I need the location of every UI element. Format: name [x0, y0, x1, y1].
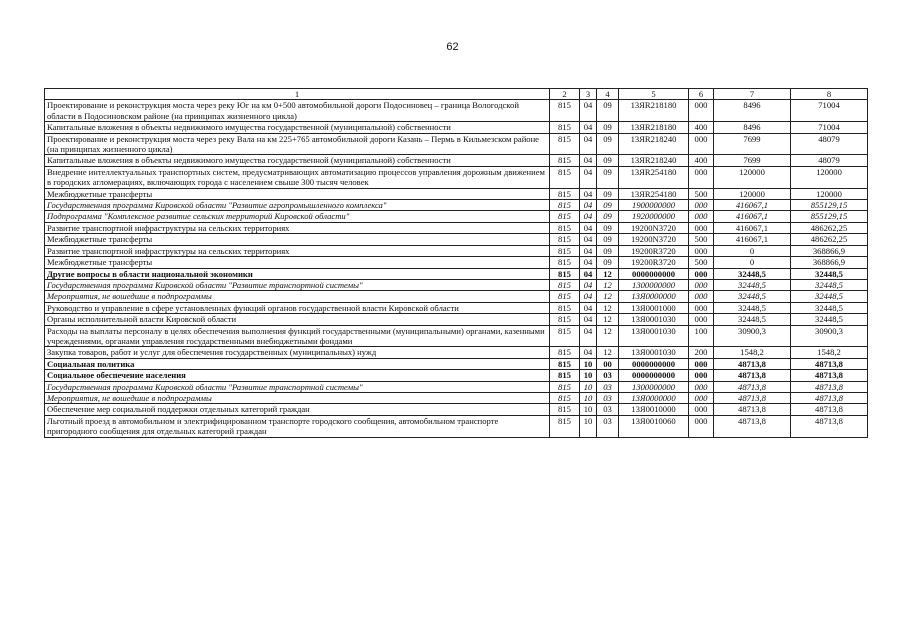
- table-row: [45, 268, 868, 279]
- table-row: [45, 381, 868, 392]
- column-header: 3: [580, 89, 597, 100]
- admin-code: 815: [550, 222, 580, 233]
- row-name: Межбюджетные трансферты: [45, 257, 550, 268]
- target-article: 13ЯR254180: [619, 166, 689, 188]
- expense-type: 000: [689, 245, 714, 256]
- target-article: 13ЯR218180: [619, 122, 689, 133]
- amount-year-2: 71004: [791, 122, 868, 133]
- expense-type: 000: [689, 302, 714, 313]
- amount-year-2: 32448,5: [791, 314, 868, 325]
- subsection-code: 09: [597, 200, 619, 211]
- amount-year-1: 48713,8: [714, 392, 791, 403]
- section-code: 04: [580, 100, 597, 122]
- table-row: [45, 347, 868, 358]
- table-row: [45, 325, 868, 347]
- expense-type: 000: [689, 291, 714, 302]
- expense-type: 000: [689, 381, 714, 392]
- amount-year-1: 48713,8: [714, 381, 791, 392]
- amount-year-1: 1548,2: [714, 347, 791, 358]
- column-header: 8: [791, 89, 868, 100]
- table-row: [45, 415, 868, 437]
- subsection-code: 03: [597, 370, 619, 381]
- admin-code: 815: [550, 279, 580, 290]
- admin-code: 815: [550, 302, 580, 313]
- row-name: Социальная политика: [45, 358, 550, 369]
- amount-year-1: 48713,8: [714, 358, 791, 369]
- table-row: [45, 100, 868, 122]
- amount-year-1: 32448,5: [714, 279, 791, 290]
- table-row: [45, 133, 868, 155]
- section-code: 10: [580, 358, 597, 369]
- row-name: Мероприятия, не вошедшие в подпрограммы: [45, 392, 550, 403]
- page-number: 62: [446, 41, 459, 53]
- section-code: 04: [580, 122, 597, 133]
- expense-type: 000: [689, 268, 714, 279]
- amount-year-2: 48079: [791, 155, 868, 166]
- expense-type: 000: [689, 370, 714, 381]
- subsection-code: 12: [597, 302, 619, 313]
- subsection-code: 00: [597, 358, 619, 369]
- row-name: Проектирование и реконструкция моста через реку Юг на км 0+500 автомобильной дороги Подосиновец – граница Вологодской области в Подосиновском районе (на принципах жизненного цикла): [45, 100, 550, 122]
- amount-year-2: 48079: [791, 133, 868, 155]
- target-article: 0000000000: [619, 370, 689, 381]
- section-code: 04: [580, 257, 597, 268]
- admin-code: 815: [550, 268, 580, 279]
- column-header: 4: [597, 89, 619, 100]
- amount-year-2: 368866,9: [791, 245, 868, 256]
- target-article: 13Я0010000: [619, 404, 689, 415]
- row-name: Развитие транспортной инфраструктуры на сельских территориях: [45, 222, 550, 233]
- admin-code: 815: [550, 188, 580, 199]
- amount-year-2: 48713,8: [791, 381, 868, 392]
- table-row: [45, 188, 868, 199]
- subsection-code: 12: [597, 347, 619, 358]
- target-article: 1300000000: [619, 279, 689, 290]
- amount-year-2: 48713,8: [791, 415, 868, 437]
- amount-year-1: 32448,5: [714, 268, 791, 279]
- section-code: 04: [580, 200, 597, 211]
- amount-year-2: 855129,15: [791, 211, 868, 222]
- row-name: Государственная программа Кировской области "Развитие агропромышленного комплекса": [45, 200, 550, 211]
- target-article: 13Я0000000: [619, 392, 689, 403]
- table-row: [45, 257, 868, 268]
- expense-type: 000: [689, 392, 714, 403]
- row-name: Социальное обеспечение населения: [45, 370, 550, 381]
- admin-code: 815: [550, 291, 580, 302]
- row-name: Органы исполнительной власти Кировской области: [45, 314, 550, 325]
- section-code: 10: [580, 392, 597, 403]
- subsection-code: 12: [597, 268, 619, 279]
- target-article: 0000000000: [619, 268, 689, 279]
- amount-year-1: 416067,1: [714, 200, 791, 211]
- subsection-code: 09: [597, 257, 619, 268]
- table-row: [45, 122, 868, 133]
- table-row: [45, 358, 868, 369]
- amount-year-1: 416067,1: [714, 211, 791, 222]
- admin-code: 815: [550, 392, 580, 403]
- table-row: [45, 404, 868, 415]
- amount-year-1: 30900,3: [714, 325, 791, 347]
- amount-year-1: 32448,5: [714, 314, 791, 325]
- admin-code: 815: [550, 325, 580, 347]
- target-article: 1300000000: [619, 381, 689, 392]
- target-article: 13ЯR218240: [619, 155, 689, 166]
- expense-type: 500: [689, 257, 714, 268]
- table-body: [45, 100, 868, 437]
- table-row: [45, 302, 868, 313]
- column-header: 5: [619, 89, 689, 100]
- amount-year-1: 32448,5: [714, 302, 791, 313]
- amount-year-1: 48713,8: [714, 404, 791, 415]
- row-name: Государственная программа Кировской области "Развитие транспортной системы": [45, 279, 550, 290]
- expense-type: 500: [689, 188, 714, 199]
- expense-type: 000: [689, 100, 714, 122]
- amount-year-2: 32448,5: [791, 279, 868, 290]
- subsection-code: 12: [597, 325, 619, 347]
- target-article: 19200N3720: [619, 222, 689, 233]
- amount-year-2: 30900,3: [791, 325, 868, 347]
- section-code: 04: [580, 188, 597, 199]
- target-article: 19200R3720: [619, 245, 689, 256]
- amount-year-1: 32448,5: [714, 291, 791, 302]
- expense-type: 500: [689, 234, 714, 245]
- admin-code: 815: [550, 415, 580, 437]
- admin-code: 815: [550, 200, 580, 211]
- section-code: 04: [580, 314, 597, 325]
- section-code: 04: [580, 291, 597, 302]
- target-article: 0000000000: [619, 358, 689, 369]
- expense-type: 200: [689, 347, 714, 358]
- admin-code: 815: [550, 257, 580, 268]
- table-row: [45, 314, 868, 325]
- amount-year-1: 0: [714, 245, 791, 256]
- row-name: Закупка товаров, работ и услуг для обеспечения государственных (муниципальных) нужд: [45, 347, 550, 358]
- row-name: Развитие транспортной инфраструктуры на сельских территориях: [45, 245, 550, 256]
- section-code: 10: [580, 415, 597, 437]
- table-row: [45, 234, 868, 245]
- admin-code: 815: [550, 133, 580, 155]
- admin-code: 815: [550, 381, 580, 392]
- subsection-code: 09: [597, 222, 619, 233]
- amount-year-2: 1548,2: [791, 347, 868, 358]
- row-name: Капитальные вложения в объекты недвижимого имущества государственной (муниципальной) собственности: [45, 155, 550, 166]
- target-article: 13Я0001000: [619, 302, 689, 313]
- section-code: 04: [580, 211, 597, 222]
- amount-year-1: 7699: [714, 155, 791, 166]
- subsection-code: 09: [597, 188, 619, 199]
- admin-code: 815: [550, 314, 580, 325]
- column-header: 1: [45, 89, 550, 100]
- target-article: 13ЯR254180: [619, 188, 689, 199]
- amount-year-2: 486262,25: [791, 222, 868, 233]
- row-name: Руководство и управление в сфере установленных функций органов государственной власти Кировской области: [45, 302, 550, 313]
- expense-type: 000: [689, 314, 714, 325]
- budget-table: [44, 88, 868, 438]
- amount-year-2: 71004: [791, 100, 868, 122]
- subsection-code: 09: [597, 155, 619, 166]
- section-code: 10: [580, 381, 597, 392]
- admin-code: 815: [550, 245, 580, 256]
- subsection-code: 12: [597, 314, 619, 325]
- amount-year-1: 120000: [714, 166, 791, 188]
- amount-year-2: 486262,25: [791, 234, 868, 245]
- expense-type: 100: [689, 325, 714, 347]
- table-row: [45, 200, 868, 211]
- subsection-code: 09: [597, 245, 619, 256]
- section-code: 04: [580, 347, 597, 358]
- column-header: 7: [714, 89, 791, 100]
- subsection-code: 09: [597, 234, 619, 245]
- subsection-code: 12: [597, 291, 619, 302]
- table-row: [45, 245, 868, 256]
- subsection-code: 09: [597, 211, 619, 222]
- section-code: 04: [580, 245, 597, 256]
- amount-year-2: 855129,15: [791, 200, 868, 211]
- row-name: Внедрение интеллектуальных транспортных систем, предусматривающих автоматизацию процессов управления дорожным движением в городских агломерациях, включающих города с населением свыше 300 тысяч человек: [45, 166, 550, 188]
- target-article: 13Я0001030: [619, 347, 689, 358]
- amount-year-1: 416067,1: [714, 222, 791, 233]
- subsection-code: 03: [597, 404, 619, 415]
- amount-year-1: 7699: [714, 133, 791, 155]
- admin-code: 815: [550, 166, 580, 188]
- section-code: 04: [580, 166, 597, 188]
- target-article: 13Я0010060: [619, 415, 689, 437]
- target-article: 13Я0001030: [619, 325, 689, 347]
- admin-code: 815: [550, 358, 580, 369]
- amount-year-2: 32448,5: [791, 291, 868, 302]
- expense-type: 400: [689, 155, 714, 166]
- amount-year-2: 48713,8: [791, 370, 868, 381]
- amount-year-2: 32448,5: [791, 268, 868, 279]
- row-name: Обеспечение мер социальной поддержки отдельных категорий граждан: [45, 404, 550, 415]
- table-row: [45, 211, 868, 222]
- admin-code: 815: [550, 122, 580, 133]
- expense-type: 000: [689, 211, 714, 222]
- target-article: 19200R3720: [619, 257, 689, 268]
- expense-type: 000: [689, 200, 714, 211]
- expense-type: 000: [689, 279, 714, 290]
- subsection-code: 09: [597, 122, 619, 133]
- expense-type: 400: [689, 122, 714, 133]
- target-article: 1900000000: [619, 200, 689, 211]
- column-header: 6: [689, 89, 714, 100]
- admin-code: 815: [550, 404, 580, 415]
- table-row: [45, 392, 868, 403]
- table-row: [45, 222, 868, 233]
- expense-type: 000: [689, 133, 714, 155]
- section-code: 04: [580, 279, 597, 290]
- amount-year-1: 416067,1: [714, 234, 791, 245]
- expense-type: 000: [689, 404, 714, 415]
- section-code: 04: [580, 302, 597, 313]
- amount-year-2: 48713,8: [791, 404, 868, 415]
- amount-year-1: 48713,8: [714, 415, 791, 437]
- expense-type: 000: [689, 358, 714, 369]
- target-article: 13Я0001030: [619, 314, 689, 325]
- admin-code: 815: [550, 100, 580, 122]
- admin-code: 815: [550, 211, 580, 222]
- amount-year-2: 120000: [791, 188, 868, 199]
- subsection-code: 12: [597, 279, 619, 290]
- section-code: 04: [580, 325, 597, 347]
- row-name: Государственная программа Кировской области "Развитие транспортной системы": [45, 381, 550, 392]
- subsection-code: 03: [597, 381, 619, 392]
- section-code: 04: [580, 133, 597, 155]
- row-name: Мероприятия, не вошедшие в подпрограммы: [45, 291, 550, 302]
- row-name: Проектирование и реконструкция моста через реку Вала на км 225+765 автомобильной дороги Казань – Пермь в Кильмезском районе (на принципах жизненного цикла): [45, 133, 550, 155]
- table-header: [45, 89, 868, 100]
- section-code: 10: [580, 404, 597, 415]
- table-row: [45, 166, 868, 188]
- section-code: 04: [580, 222, 597, 233]
- header-row: [45, 89, 868, 100]
- expense-type: 000: [689, 222, 714, 233]
- amount-year-1: 120000: [714, 188, 791, 199]
- subsection-code: 09: [597, 166, 619, 188]
- admin-code: 815: [550, 370, 580, 381]
- admin-code: 815: [550, 347, 580, 358]
- amount-year-2: 120000: [791, 166, 868, 188]
- amount-year-2: 368866,9: [791, 257, 868, 268]
- row-name: Расходы на выплаты персоналу в целях обеспечения выполнения функций государственными (муниципальными) органами, казенными учреждениями, органами управления государственными внебюджетными фондами: [45, 325, 550, 347]
- row-name: Льготный проезд в автомобильном и электрифицированном транспорте городского сообщения, автомобильном транспорте пригородного сообщения для отдельных категорий граждан: [45, 415, 550, 437]
- subsection-code: 03: [597, 415, 619, 437]
- section-code: 10: [580, 370, 597, 381]
- target-article: 1920000000: [619, 211, 689, 222]
- section-code: 04: [580, 155, 597, 166]
- target-article: 13Я0000000: [619, 291, 689, 302]
- subsection-code: 09: [597, 100, 619, 122]
- section-code: 04: [580, 268, 597, 279]
- row-name: Подпрограмма "Комплексное развитие сельских территорий Кировской области": [45, 211, 550, 222]
- table-row: [45, 370, 868, 381]
- subsection-code: 09: [597, 133, 619, 155]
- subsection-code: 03: [597, 392, 619, 403]
- amount-year-1: 8496: [714, 122, 791, 133]
- target-article: 13ЯR218240: [619, 133, 689, 155]
- table-row: [45, 279, 868, 290]
- column-header: 2: [550, 89, 580, 100]
- row-name: Капитальные вложения в объекты недвижимого имущества государственной (муниципальной) собственности: [45, 122, 550, 133]
- row-name: Межбюджетные трансферты: [45, 188, 550, 199]
- admin-code: 815: [550, 155, 580, 166]
- admin-code: 815: [550, 234, 580, 245]
- section-code: 04: [580, 234, 597, 245]
- target-article: 13ЯR218180: [619, 100, 689, 122]
- target-article: 19200N3720: [619, 234, 689, 245]
- amount-year-2: 48713,8: [791, 392, 868, 403]
- table-row: [45, 291, 868, 302]
- table-row: [45, 155, 868, 166]
- amount-year-2: 32448,5: [791, 302, 868, 313]
- amount-year-1: 48713,8: [714, 370, 791, 381]
- amount-year-1: 8496: [714, 100, 791, 122]
- amount-year-1: 0: [714, 257, 791, 268]
- expense-type: 000: [689, 166, 714, 188]
- expense-type: 000: [689, 415, 714, 437]
- row-name: Межбюджетные трансферты: [45, 234, 550, 245]
- row-name: Другие вопросы в области национальной экономики: [45, 268, 550, 279]
- amount-year-2: 48713,8: [791, 358, 868, 369]
